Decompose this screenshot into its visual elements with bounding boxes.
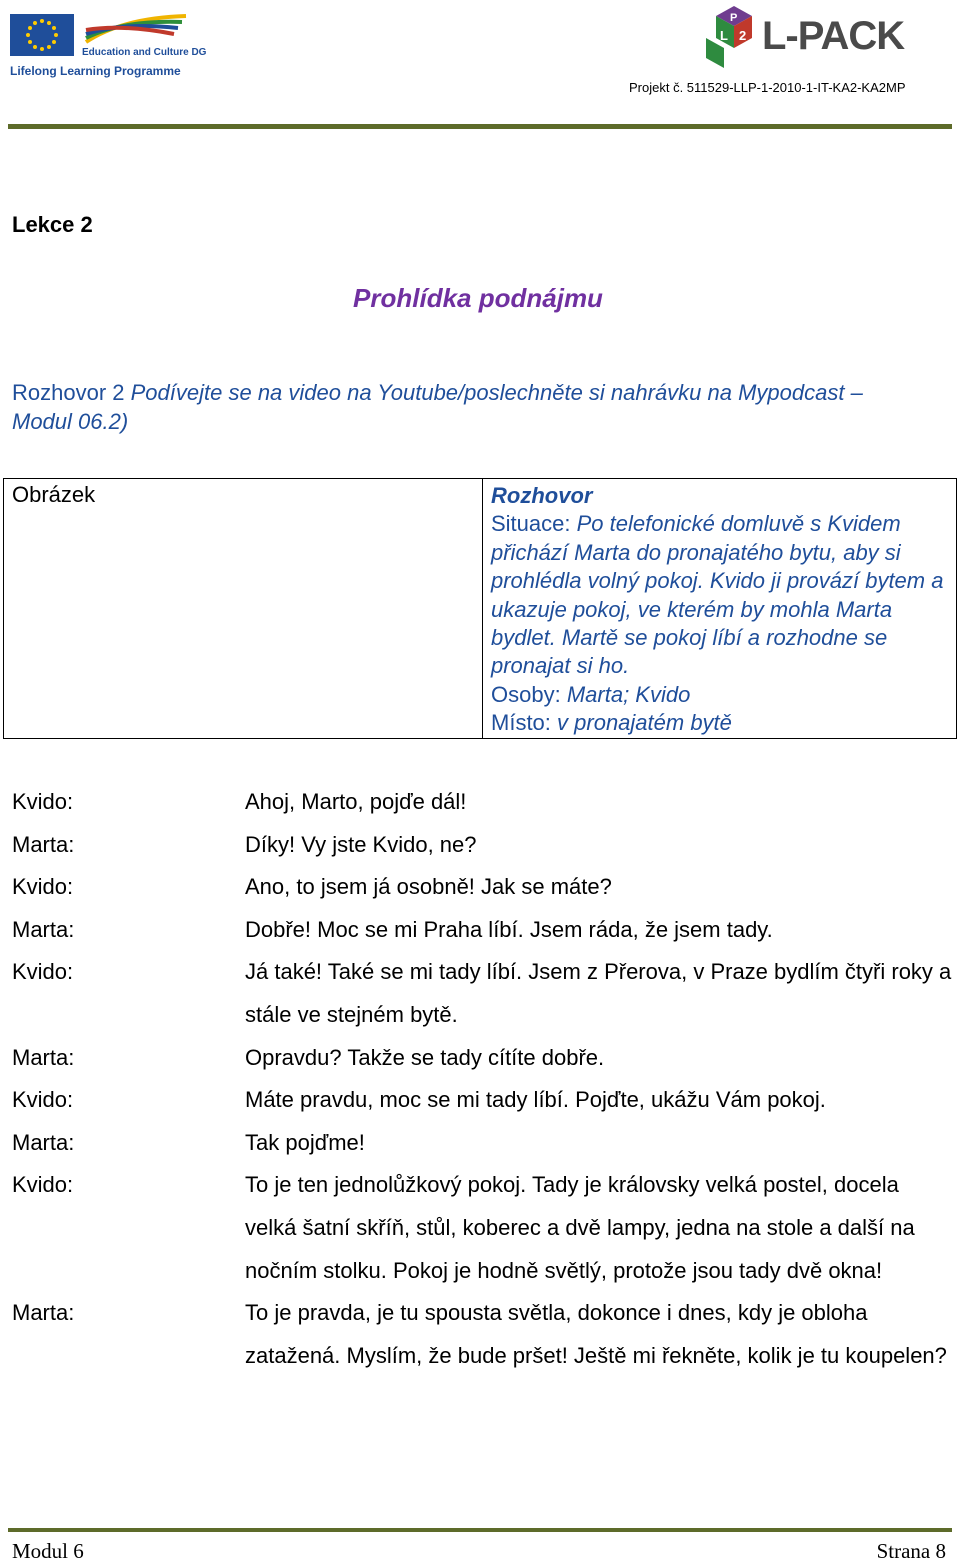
dialog: [12, 781, 952, 1377]
speaker: Kvido:: [12, 1172, 74, 1198]
lpack-text: L-PACK: [762, 14, 905, 58]
intro-lead: Rozhovor 2: [12, 380, 125, 405]
footer-page: Strana 8: [876, 1539, 946, 1563]
place-text: v pronajatém bytě: [557, 710, 732, 736]
situation: [491, 510, 948, 680]
lpack-logo: [700, 4, 940, 72]
persons: [491, 681, 948, 709]
utterance: Ahoj, Marto, pojďe dál!: [245, 789, 467, 814]
intro-paragraph: [12, 378, 912, 436]
eu-swoosh-icon: [82, 12, 190, 46]
header-divider: [8, 124, 952, 129]
dialog-line: [12, 781, 952, 824]
conversation-cell: [483, 479, 957, 739]
utterance: Díky! Vy jste Kvido, ne?: [245, 831, 477, 857]
dialog-line: [12, 909, 952, 952]
utterance: Ano, to jsem já osobně! Jak se máte?: [245, 874, 612, 900]
svg-text:2: 2: [739, 28, 747, 43]
persons-text: Marta; Kvido: [566, 681, 691, 707]
speaker: Kvido:: [12, 1087, 74, 1113]
utterance: Já také! Také se mi tady líbí. Jsem z Přerova, v Praze bydlím čtyři roky a stále ve stejném bytě.: [245, 959, 952, 1027]
utterance: To je pravda, je tu spousta světla, dokonce i dnes, kdy je obloha zatažená. Myslím, že bude pršet! Ještě mi řekněte, kolik je tu koupelen?: [245, 1300, 947, 1368]
eu-llp-line: Lifelong Learning Programme: [10, 64, 181, 78]
persons-label: Osoby:: [491, 681, 561, 707]
speaker: Kvido:: [12, 959, 74, 985]
speaker: Marta:: [12, 916, 75, 942]
place-label: Místo:: [491, 710, 551, 736]
utterance: Máte pravdu, moc se mi tady líbí. Pojďte, ukážu Vám pokoj.: [245, 1087, 826, 1113]
intro-text: Podívejte se na video na Youtube/poslechněte si nahrávku na Mypodcast – Modul 06.2): [12, 380, 863, 434]
situation-text: Po telefonické domluvě s Kvidem přichází Marta do pronajatého bytu, aby si prohlédla volný pokoj. Kvido ji provází bytem a ukazuje pokoj, ve kterém by mohla Marta bydlet. Martě se pokoj líbí a rozhodne se pronajat si ho.: [491, 511, 944, 679]
speaker: Kvido:: [12, 789, 74, 814]
image-header: Obrázek: [12, 482, 96, 507]
speaker: Marta:: [12, 1300, 75, 1326]
lesson-label: Lekce 2: [12, 212, 93, 237]
speaker: Marta:: [12, 1044, 75, 1070]
dialog-line: [12, 1164, 952, 1292]
speaker: Marta:: [12, 1129, 75, 1155]
project-number: Projekt č. 511529-LLP-1-2010-1-IT-KA2-KA2MP: [629, 80, 906, 95]
utterance: Tak pojďme!: [245, 1129, 365, 1155]
dialog-line: [12, 1292, 952, 1377]
dialog-line: [12, 1037, 952, 1080]
situation-label: Situace:: [491, 511, 571, 537]
footer-module: Modul 6: [12, 1539, 84, 1563]
svg-text:L: L: [720, 28, 728, 43]
dialog-line: [12, 1079, 952, 1122]
svg-text:P: P: [730, 12, 738, 24]
dialog-line: [12, 1122, 952, 1165]
dialog-line: [12, 866, 952, 909]
info-table: [3, 478, 957, 739]
page-title: Prohlídka podnájmu: [353, 283, 603, 313]
speaker: Kvido:: [12, 874, 74, 900]
image-cell: [4, 479, 483, 739]
eu-flag-icon: [10, 14, 74, 56]
eu-logo: [10, 10, 207, 78]
dialog-line: [12, 951, 952, 1036]
footer-divider: [8, 1528, 952, 1532]
conversation-header: Rozhovor: [491, 483, 593, 508]
utterance: Dobře! Moc se mi Praha líbí. Jsem ráda, že jsem tady.: [245, 916, 773, 942]
place: [491, 709, 948, 737]
utterance: Opravdu? Takže se tady cítíte dobře.: [245, 1044, 605, 1070]
eu-program-line: Education and Culture DG: [82, 47, 207, 58]
utterance: To je ten jednolůžkový pokoj. Tady je královsky velká postel, docela velká šatní skříň, stůl, koberec a dvě lampy, jedna na stole a další na nočním stolku. Pokoj je hodně světlý, protože jsou tady dvě okna!: [245, 1172, 915, 1283]
speaker: Marta:: [12, 831, 75, 857]
dialog-line: [12, 824, 952, 867]
lpack-cube-icon: [700, 4, 764, 72]
